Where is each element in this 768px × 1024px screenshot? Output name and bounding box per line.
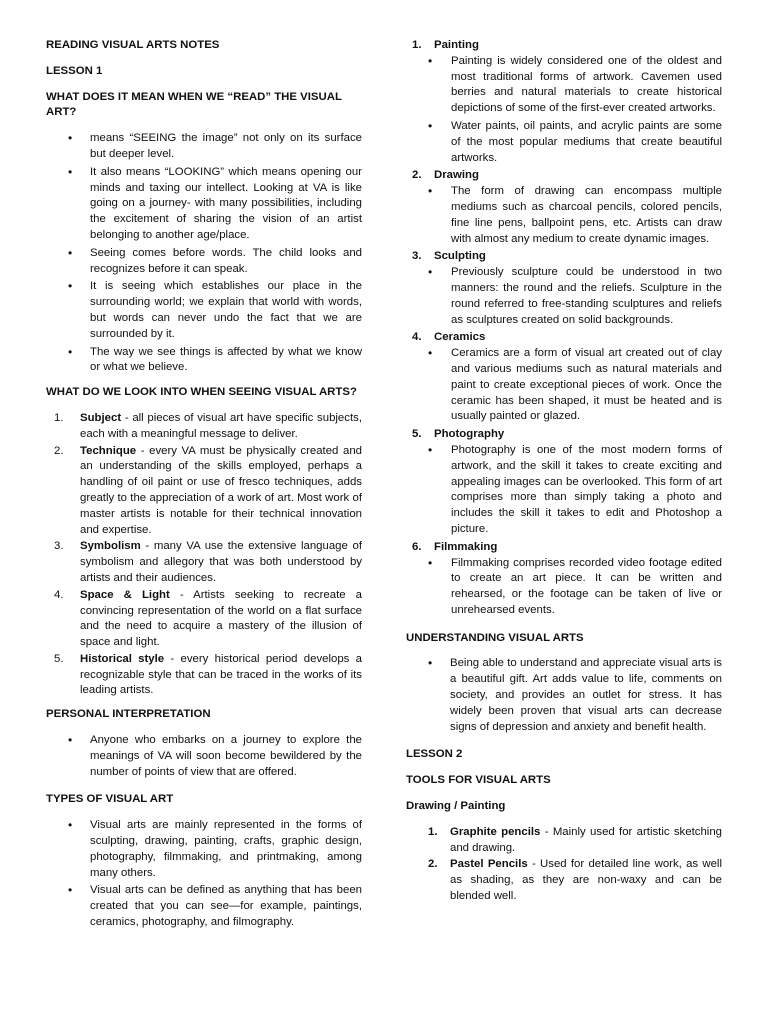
right-column [406, 38, 722, 906]
list-item: • Filmmaking comprises recorded video footage edited to create an art piece. It can be written and rehearsed, or the footage can be taken of live or unrehearsed events. [406, 556, 722, 619]
list-item: • Painting is widely considered one of the oldest and most traditional forms of artwork. Cavemen used berries and natural materials to create historical depictions of some of the first-ever created artworks. [406, 54, 722, 117]
look-into-numbered-list [46, 411, 362, 699]
art-form-title: Ceramics [434, 331, 486, 344]
lesson-1-heading: LESSON 1 [46, 64, 103, 77]
art-forms-list [406, 38, 722, 619]
art-form-title: Photography [434, 428, 505, 441]
list-item: • Visual arts are mainly represented in the forms of sculpting, drawing, painting, crafts, graphic design, photography, filmmaking, and printmaking, among many others. [46, 818, 362, 881]
term: Historical style [80, 652, 165, 665]
list-item: • The way we see things is affected by what we know or what we believe. [46, 345, 362, 377]
term: Graphite pencils [450, 825, 541, 838]
section-heading-personal: PERSONAL INTERPRETATION [46, 708, 211, 721]
list-item: • It is seeing which establishes our place in the surrounding world; we explain that world with words, but words can never undo the fact that we are surrounded by it. [46, 279, 362, 342]
list-item: 1. Subject - all pieces of visual art have specific subjects, each with a meaningful message to deliver. [54, 411, 362, 440]
list-item: • Ceramics are a form of visual art created out of clay and various mediums such as natural materials and paint to create exceptional pieces of work. Once the ceramic has been shaped, it must be heated and is usually painted or glazed. [406, 346, 722, 425]
art-form-drawing: 2. Drawing • The form of drawing can encompass multiple mediums such as charcoal pencils, colored pencils, fine line pens, ballpoint pens, etc. Artists can draw with almost any medium to create dynamic images. [406, 168, 722, 247]
types-bullet-list [46, 818, 362, 931]
list-item: • Water paints, oil paints, and acrylic paints are some of the most popular mediums that create beautiful artworks. [406, 119, 722, 166]
art-form-title: Sculpting [434, 250, 486, 263]
list-item: • means “SEEING the image” not only on its surface but deeper level. [46, 131, 362, 163]
art-form-ceramics: 4. Ceramics • Ceramics are a form of visual art created out of clay and various mediums such as natural materials and paint to create exceptional pieces of work. Once the ceramic has been shaped, it must be heated and is usually painted or glazed. [406, 330, 722, 425]
term: Subject [80, 411, 122, 424]
art-form-filmmaking: 6. Filmmaking • Filmmaking comprises recorded video footage edited to create an art piece. It can be written and rehearsed, or the footage can be taken of live or unrehearsed events. [406, 540, 722, 619]
list-item: 1. Graphite pencils - Mainly used for artistic sketching and drawing. [428, 825, 722, 854]
list-item: 2. Technique - every VA must be physically created and an understanding of the skills employed, perhaps a handling of oil paint or use of fresco techniques, adds greatly to the appreciation of a work of art. Most work of master artists is notable for their technical innovation and expertise. [54, 444, 362, 536]
section-heading-look-into: WHAT DO WE LOOK INTO WHEN SEEING VISUAL ARTS? [46, 386, 357, 399]
list-item: • Visual arts can be defined as anything that has been created that you can see—for example, paintings, ceramics, photography, and filmography. [46, 883, 362, 930]
art-form-title: Drawing [434, 169, 479, 182]
art-form-sculpting: 3. Sculpting • Previously sculpture could be understood in two manners: the round and the reliefs. Sculpture in the round referred to free-standing sculptures and reliefs as sculptures created on solid backgrounds. [406, 249, 722, 328]
art-form-title: Painting [434, 39, 479, 51]
lesson-2-heading: LESSON 2 [406, 748, 463, 761]
art-form-painting: 1. Painting • Painting is widely considered one of the oldest and most traditional forms of artwork. Cavemen used berries and natural materials to create historical depictions of some of the first-ever created artworks. • Water paints, oil paints, and acrylic paints are some of the most popular mediums that create beautiful artworks. [406, 38, 722, 166]
section-heading-types: TYPES OF VISUAL ART [46, 793, 174, 806]
reading-bullet-list [46, 131, 362, 376]
list-item: 4. Space & Light - Artists seeking to recreate a convincing representation of the world on a flat surface and the need to acquire a mastery of the illusion of space and light. [54, 588, 362, 649]
art-form-photography: 5. Photography • Photography is one of the most modern forms of artwork, and the skill it takes to create exciting and appealing images can be overlooked. This form of art comprises more than simply taking a photo and includes the skill it takes to edit and Photoshop a picture. [406, 427, 722, 538]
term: Pastel Pencils [450, 858, 528, 871]
section-heading-understanding: UNDERSTANDING VISUAL ARTS [406, 631, 584, 644]
tools-numbered-list [406, 825, 722, 905]
section-heading-reading: WHAT DOES IT MEAN WHEN WE “READ” THE VISUAL ART? [46, 90, 342, 119]
subheading-drawing-painting: Drawing / Painting [406, 800, 506, 813]
list-item: • Anyone who embarks on a journey to explore the meanings of VA will soon become bewildered by the number of points of view that are offered. [46, 733, 362, 780]
document-title: READING VISUAL ARTS NOTES [46, 39, 220, 51]
list-item: • Previously sculpture could be understood in two manners: the round and the reliefs. Sculpture in the round referred to free-standing sculptures and reliefs as sculptures created on solid backgrounds. [406, 265, 722, 328]
art-form-title: Filmmaking [434, 540, 498, 553]
section-heading-tools: TOOLS FOR VISUAL ARTS [406, 774, 551, 787]
list-item: • Seeing comes before words. The child looks and recognizes before it can speak. [46, 246, 362, 278]
term: Space & Light [80, 588, 170, 601]
personal-bullet-list [46, 733, 362, 780]
list-item: • It also means “LOOKING” which means opening our minds and taxing our intellect. Looking at VA is like going on a journey- with many possibilities, including the excitement of sharing the vision of an artist belonging to another age/place. [46, 165, 362, 244]
list-item: 2. Pastel Pencils - Used for detailed line work, as well as shading, as they are non-waxy and can be blended well. [428, 858, 722, 903]
list-item: • Being able to understand and appreciate visual arts is a beautiful gift. Art adds value to life, comments on society, and provides an outlet for stress. It has widely been proven that visual arts can decrease signs of depression and anxiety and benefit health. [406, 656, 722, 735]
list-item: • Photography is one of the most modern forms of artwork, and the skill it takes to create exciting and appealing images can be overlooked. This form of art comprises more than simply taking a photo and includes the skill it takes to edit and Photoshop a picture. [406, 443, 722, 538]
term: Symbolism [80, 540, 141, 553]
list-item: • The form of drawing can encompass multiple mediums such as charcoal pencils, colored pencils, fine line pens, ballpoint pens, etc. Artists can draw with almost any medium to create dynamic images. [406, 184, 722, 247]
list-item: 5. Historical style - every historical period develops a recognizable style that can be traced in the works of its leading artists. [54, 652, 362, 697]
list-item: 3. Symbolism - many VA use the extensive language of symbolism and allegory that was both understood by artists and their audiences. [54, 540, 362, 584]
left-column [46, 38, 362, 933]
understanding-bullet-list [406, 656, 722, 735]
term: Technique [80, 444, 137, 457]
